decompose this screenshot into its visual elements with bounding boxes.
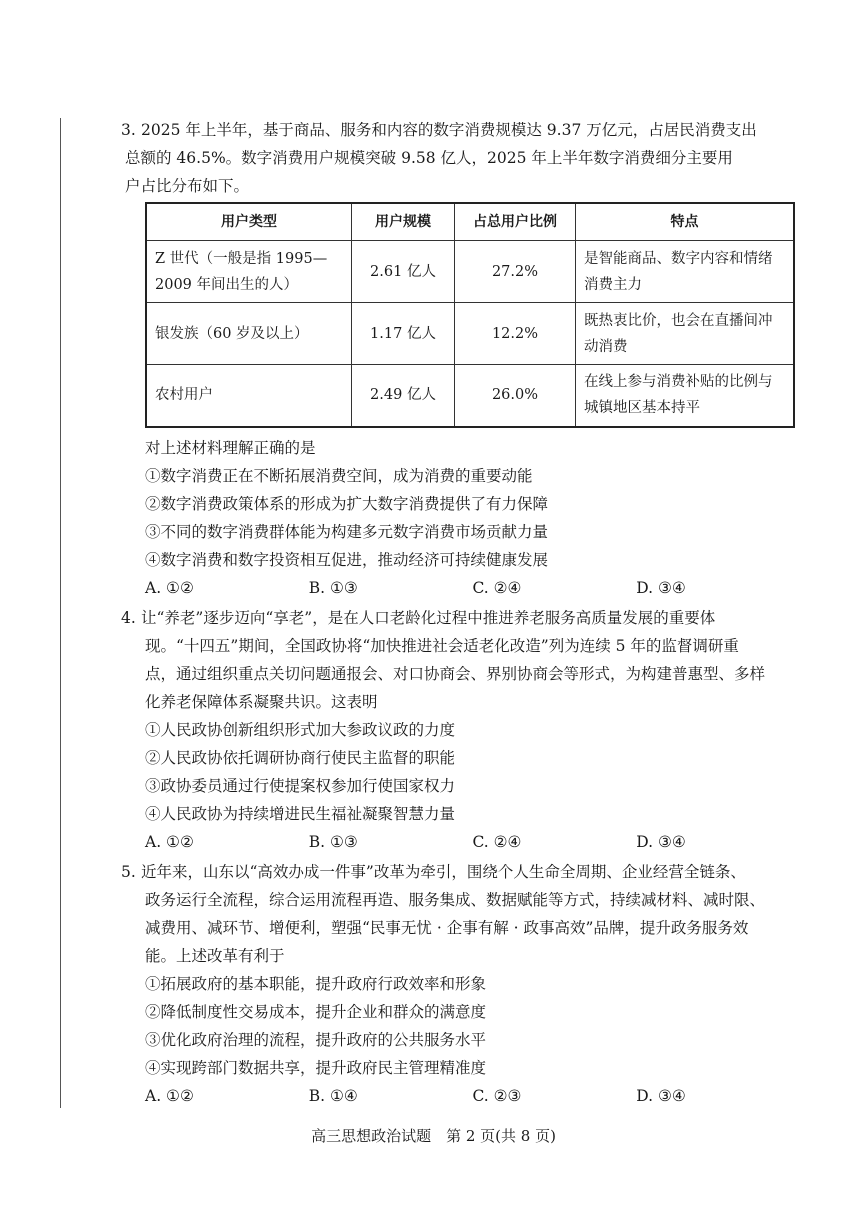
question-stem-line: 总额的 46.5%。数字消费用户规模突破 9.58 亿人，2025 年上半年数字消费细分主要用 — [125, 149, 733, 167]
statement-option: ④人民政协为持续增进民生福祉凝聚智慧力量 — [145, 804, 456, 823]
user-ratio-cell: 27.2% — [455, 241, 576, 303]
choice-d: D. ③④ — [636, 578, 686, 597]
table-header-cell: 用户规模 — [352, 203, 455, 241]
answer-choices — [145, 1082, 800, 1110]
question-number: 3. — [121, 121, 136, 139]
statement-option: ②人民政协依托调研协商行使民主监督的职能 — [145, 748, 456, 767]
question-stem-line: 现。“十四五”期间，全国政协将“加快推进社会适老化改造”列为连续 5 年的监督调研重 — [145, 636, 739, 655]
statement-option: ④实现跨部门数据共享，提升政府民主管理精准度 — [145, 1058, 487, 1077]
user-scale-cell: 1.17 亿人 — [352, 303, 455, 365]
question-stem-line: 让“养老”逐步迈向“享老”，是在人口老龄化过程中推进养老服务高质量发展的重要体 — [141, 608, 716, 627]
page-footer: 高三思想政治试题 第 2 页(共 8 页) — [311, 1127, 556, 1145]
answer-choices — [145, 574, 800, 602]
table-header-row — [146, 203, 794, 241]
choice-c: C. ②③ — [472, 1086, 522, 1105]
user-distribution-table — [145, 202, 795, 428]
question-stem-line: 2025 年上半年，基于商品、服务和内容的数字消费规模达 9.37 万亿元，占居民消费支出 — [141, 121, 757, 139]
user-scale-cell: 2.49 亿人 — [352, 365, 455, 427]
statement-option: ①人民政协创新组织形式加大参政议政的力度 — [145, 720, 456, 739]
statement-option: ③优化政府治理的流程，提升政府的公共服务水平 — [145, 1030, 487, 1049]
choice-b: B. ①④ — [308, 1086, 358, 1105]
user-feature-cell: 既热衷比价，也会在直播间冲动消费 — [576, 303, 795, 365]
statement-option: ①数字消费正在不断拓展消费空间，成为消费的重要动能 — [145, 466, 533, 485]
user-distribution-table-wrap — [145, 202, 800, 428]
answer-choices — [145, 828, 800, 856]
statement-option: ②降低制度性交易成本，提升企业和群众的满意度 — [145, 1002, 487, 1021]
question-stem-line: 减费用、减环节、增便利，塑强“民事无忧 · 企事有解 · 政事高效”品牌，提升政务服务效 — [145, 918, 749, 937]
user-ratio-cell: 26.0% — [455, 365, 576, 427]
question-5 — [121, 858, 800, 1110]
table-header-cell: 用户类型 — [146, 203, 352, 241]
choice-a: A. ①② — [145, 832, 194, 851]
choice-c: C. ②④ — [472, 578, 522, 597]
question-number: 4. — [121, 608, 136, 627]
question-prompt: 对上述材料理解正确的是 — [145, 438, 316, 457]
exam-page-content — [121, 116, 800, 1110]
choice-a: A. ①② — [145, 1086, 194, 1105]
statement-option: ①拓展政府的基本职能，提升政府行政效率和形象 — [145, 974, 487, 993]
table-header-cell: 特点 — [576, 203, 795, 241]
binding-margin-line — [60, 118, 61, 1108]
table-header-cell: 占总用户比例 — [455, 203, 576, 241]
statement-option: ②数字消费政策体系的形成为扩大数字消费提供了有力保障 — [145, 494, 549, 513]
user-type-cell: 农村用户 — [146, 365, 352, 427]
question-stem-line: 政务运行全流程，综合运用流程再造、服务集成、数据赋能等方式，持续减材料、减时限、 — [145, 890, 766, 909]
user-type-cell: Z 世代（一般是指 1995—2009 年间出生的人） — [146, 241, 352, 303]
statement-option: ③不同的数字消费群体能为构建多元数字消费市场贡献力量 — [145, 522, 549, 541]
user-feature-cell: 是智能商品、数字内容和情绪消费主力 — [576, 241, 795, 303]
question-4 — [121, 604, 800, 856]
choice-d: D. ③④ — [636, 832, 686, 851]
question-stem-line: 户占比分布如下。 — [125, 177, 250, 195]
question-stem-line: 化养老保障体系凝聚共识。这表明 — [145, 692, 378, 711]
choice-b: B. ①③ — [308, 578, 358, 597]
statement-option: ④数字消费和数字投资相互促进，推动经济可持续健康发展 — [145, 550, 549, 569]
user-scale-cell: 2.61 亿人 — [352, 241, 455, 303]
table-row — [146, 303, 794, 365]
user-type-cell: 银发族（60 岁及以上） — [146, 303, 352, 365]
choice-b: B. ①③ — [308, 832, 358, 851]
question-3 — [121, 116, 800, 602]
question-number: 5. — [121, 862, 136, 881]
table-row — [146, 241, 794, 303]
choice-d: D. ③④ — [636, 1086, 686, 1105]
choice-a: A. ①② — [145, 578, 194, 597]
question-stem-line: 能。上述改革有利于 — [145, 946, 285, 965]
statement-option: ③政协委员通过行使提案权参加行使国家权力 — [145, 776, 456, 795]
user-ratio-cell: 12.2% — [455, 303, 576, 365]
question-stem-line: 近年来，山东以“高效办成一件事”改革为牵引，围绕个人生命全周期、企业经营全链条、 — [141, 862, 746, 881]
user-feature-cell: 在线上参与消费补贴的比例与城镇地区基本持平 — [576, 365, 795, 427]
table-row — [146, 365, 794, 427]
choice-c: C. ②④ — [472, 832, 522, 851]
question-stem-line: 点，通过组织重点关切问题通报会、对口协商会、界别协商会等形式，为构建普惠型、多样 — [145, 664, 766, 683]
